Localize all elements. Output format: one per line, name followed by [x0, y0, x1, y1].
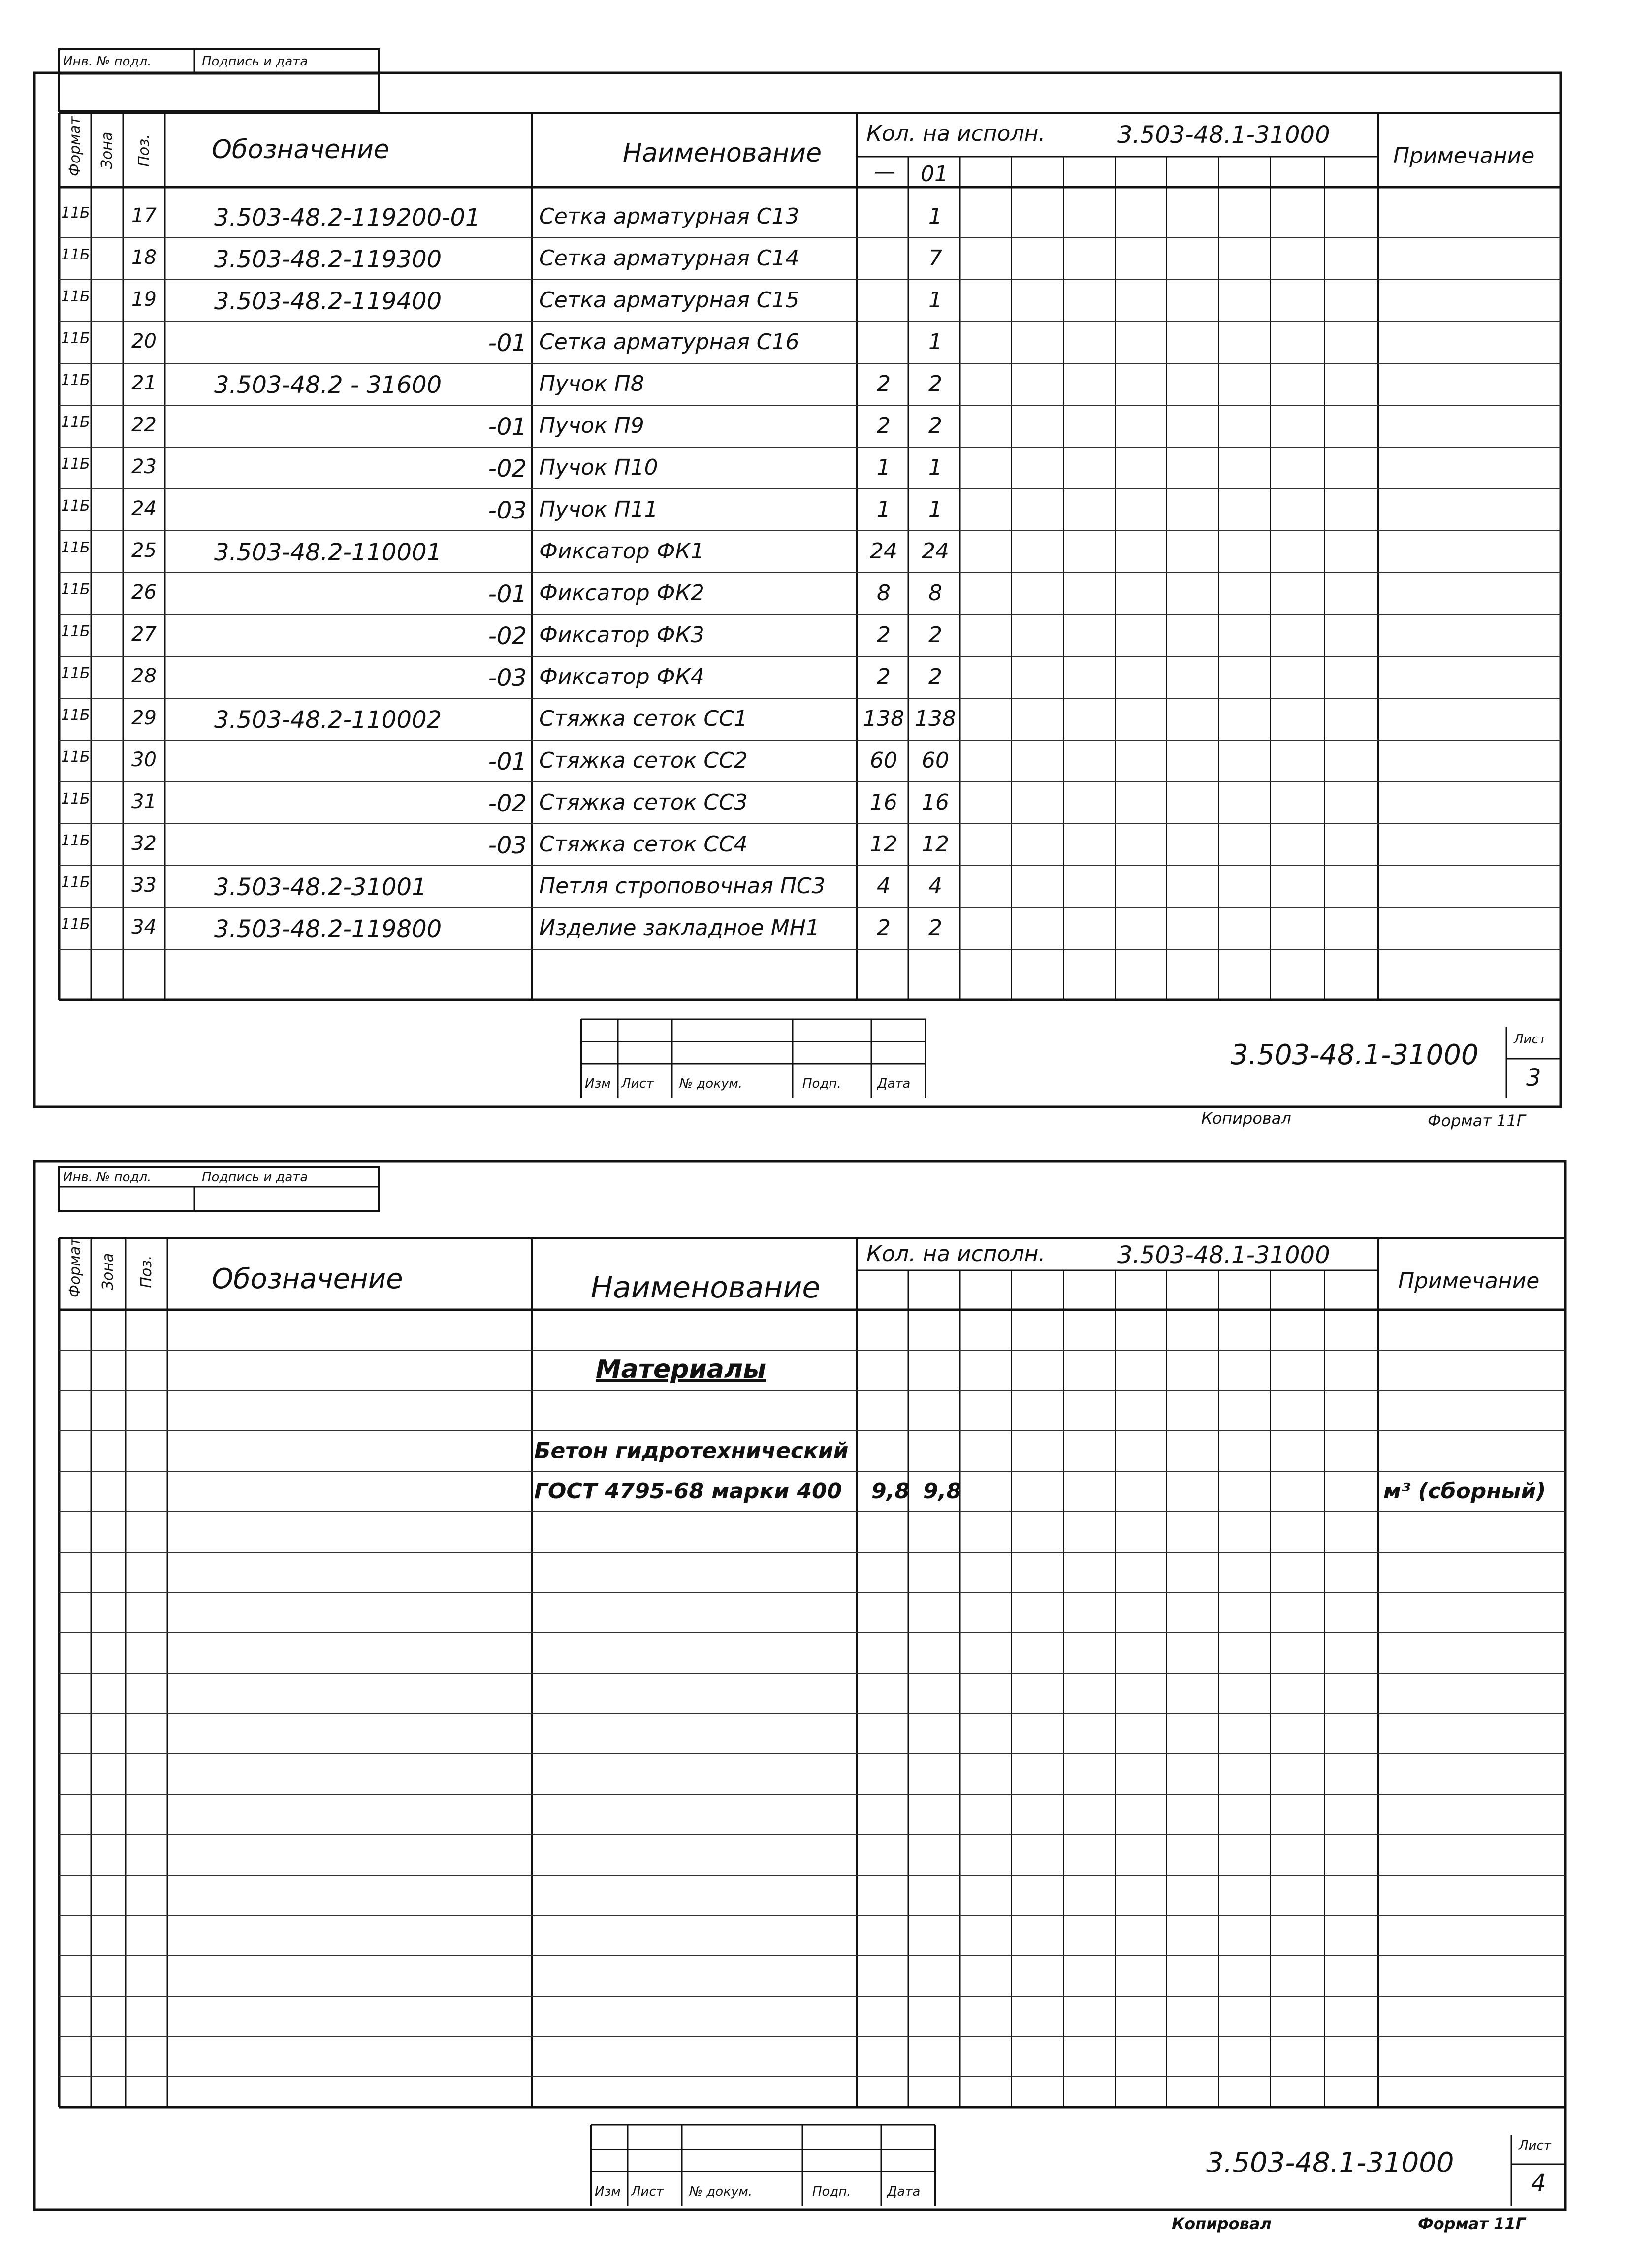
- row-format: 11Б: [61, 623, 90, 640]
- row-qty-col2: 60: [922, 748, 949, 773]
- header-designation: Обозначение: [212, 135, 389, 164]
- row-qty-col2: 2: [928, 371, 942, 396]
- row-qty-col1: 2: [877, 664, 891, 689]
- row-position: 28: [131, 665, 157, 687]
- stamp-inv-label: Инв. № подл.: [63, 1170, 152, 1185]
- material-qty-col2: 9,8: [923, 1479, 961, 1504]
- row-qty-col1: 2: [877, 915, 891, 940]
- header-qty-col-dash: —: [874, 159, 895, 184]
- row-position: 19: [131, 288, 157, 311]
- row-format: 11Б: [61, 707, 90, 724]
- row-designation: -01: [488, 329, 527, 357]
- row-format: 11Б: [61, 288, 90, 305]
- row-name: Сетка арматурная С15: [539, 288, 799, 313]
- header-qty-title: Кол. на исполн.: [866, 121, 1046, 146]
- row-name: Стяжка сеток СС2: [539, 748, 748, 773]
- tb-sheet-label: Лист: [1519, 2138, 1551, 2153]
- material-name-line1: Бетон гидротехнический: [534, 1438, 849, 1463]
- row-format: 11Б: [61, 581, 90, 598]
- row-name: Стяжка сеток СС4: [539, 832, 748, 857]
- row-format: 11Б: [61, 665, 90, 682]
- row-qty-col1: 1: [877, 497, 891, 522]
- row-position: 23: [131, 455, 157, 478]
- row-designation: -02: [488, 622, 527, 650]
- stamp-sign-label: Подпись и дата: [202, 1170, 308, 1185]
- row-designation: 3.503-48.2-110001: [214, 539, 442, 566]
- row-qty-col2: 2: [928, 915, 942, 940]
- row-qty-col2: 12: [922, 832, 949, 857]
- tb-data-label: Дата: [887, 2184, 921, 2199]
- row-format: 11Б: [61, 372, 90, 389]
- header-designation: Обозначение: [212, 1263, 403, 1295]
- row-position: 18: [131, 246, 157, 269]
- row-qty-col1: 2: [877, 371, 891, 396]
- footer-format: Формат 11Г: [1428, 1111, 1526, 1130]
- header-note: Примечание: [1398, 1268, 1540, 1294]
- row-position: 20: [131, 330, 157, 353]
- row-designation: -02: [488, 790, 527, 817]
- row-designation: -03: [488, 832, 527, 859]
- row-format: 11Б: [61, 246, 90, 263]
- row-qty-col2: 24: [922, 539, 949, 564]
- row-name: Изделие закладное МН1: [539, 915, 820, 940]
- footer-format: Формат 11Г: [1418, 2214, 1526, 2233]
- row-format: 11Б: [61, 539, 90, 556]
- row-qty-col2: 1: [928, 497, 942, 522]
- row-qty-col2: 1: [928, 329, 942, 355]
- row-qty-col2: 8: [928, 581, 942, 606]
- row-position: 22: [131, 414, 157, 436]
- row-designation: -02: [488, 455, 527, 483]
- tb-doc-label: № докум.: [689, 2184, 753, 2199]
- row-qty-col2: 1: [928, 455, 942, 480]
- row-name: Пучок П10: [539, 455, 658, 480]
- section-materials-title: Материалы: [596, 1355, 766, 1384]
- row-designation: 3.503-48.2-119800: [214, 915, 442, 943]
- row-qty-col2: 4: [928, 874, 942, 899]
- spec-sheet-4: [0, 1147, 1628, 2268]
- sheet-4-grid-lines: [0, 1147, 1628, 2268]
- row-position: 25: [131, 539, 157, 562]
- tb-izm-label: Изм: [585, 1076, 611, 1091]
- row-name: Фиксатор ФК1: [539, 539, 704, 564]
- row-qty-col1: 16: [870, 790, 897, 815]
- header-name: Наименование: [591, 1270, 821, 1305]
- row-designation: 3.503-48.2-31001: [214, 874, 427, 901]
- row-qty-col1: 138: [863, 706, 904, 731]
- row-format: 11Б: [61, 748, 90, 766]
- material-note: м³ (сборный): [1383, 1479, 1546, 1504]
- row-position: 26: [131, 581, 157, 604]
- row-name: Фиксатор ФК3: [539, 622, 704, 648]
- footer-copied: Копировал: [1201, 1109, 1291, 1128]
- header-format: Формат: [66, 1237, 84, 1297]
- row-qty-col1: 60: [870, 748, 897, 773]
- row-position: 21: [131, 372, 157, 394]
- row-format: 11Б: [61, 414, 90, 431]
- row-format: 11Б: [61, 455, 90, 473]
- row-qty-col2: 1: [928, 204, 942, 229]
- footer-copied: Копировал: [1172, 2214, 1272, 2233]
- row-position: 29: [131, 707, 157, 729]
- row-format: 11Б: [61, 916, 90, 933]
- row-position: 24: [131, 497, 157, 520]
- row-qty-col1: 2: [877, 622, 891, 648]
- row-qty-col2: 2: [928, 664, 942, 689]
- tb-podp-label: Подп.: [812, 2184, 851, 2199]
- row-qty-col2: 138: [915, 706, 956, 731]
- row-name: Петля строповочная ПС3: [539, 874, 826, 899]
- row-name: Пучок П9: [539, 413, 644, 438]
- row-qty-col2: 7: [928, 246, 942, 271]
- row-name: Фиксатор ФК4: [539, 664, 704, 689]
- row-position: 31: [131, 790, 157, 813]
- row-position: 33: [131, 874, 157, 897]
- row-designation: -01: [488, 581, 527, 608]
- row-qty-col1: 8: [877, 581, 891, 606]
- header-zone: Зона: [98, 131, 116, 169]
- row-designation: 3.503-48.2-119200-01: [214, 204, 480, 231]
- tb-doc-label: № докум.: [679, 1076, 743, 1091]
- row-position: 32: [131, 832, 157, 855]
- tb-sheet-number: 4: [1531, 2170, 1546, 2197]
- material-name-line2: ГОСТ 4795-68 марки 400: [534, 1479, 842, 1504]
- row-format: 11Б: [61, 874, 90, 891]
- stamp-sign-label: Подпись и дата: [202, 54, 308, 69]
- row-name: Пучок П8: [539, 371, 644, 396]
- header-name: Наименование: [623, 138, 822, 168]
- header-zone: Зона: [99, 1253, 117, 1291]
- row-format: 11Б: [61, 497, 90, 515]
- row-position: 34: [131, 916, 157, 939]
- tb-izm-label: Изм: [595, 2184, 621, 2199]
- header-qty-doc: 3.503-48.1-31000: [1117, 1241, 1330, 1269]
- header-pos: Поз.: [138, 1255, 155, 1288]
- stamp-inv-label: Инв. № подл.: [63, 54, 152, 69]
- row-designation: 3.503-48.2-110002: [214, 706, 442, 734]
- row-name: Стяжка сеток СС1: [539, 706, 748, 731]
- row-position: 17: [131, 204, 157, 227]
- tb-list-label: Лист: [631, 2184, 664, 2199]
- tb-podp-label: Подп.: [802, 1076, 841, 1091]
- row-designation: -01: [488, 748, 527, 776]
- row-designation: 3.503-48.2 - 31600: [214, 371, 442, 399]
- tb-list-label: Лист: [621, 1076, 654, 1091]
- row-format: 11Б: [61, 330, 90, 347]
- row-qty-col2: 1: [928, 288, 942, 313]
- row-position: 27: [131, 623, 157, 646]
- header-format: Формат: [66, 116, 84, 176]
- tb-doc-number: 3.503-48.1-31000: [1231, 1039, 1479, 1071]
- header-note: Примечание: [1393, 143, 1535, 168]
- row-designation: 3.503-48.2-119400: [214, 288, 442, 315]
- row-qty-col2: 2: [928, 413, 942, 438]
- row-designation: 3.503-48.2-119300: [214, 246, 442, 273]
- row-qty-col1: 1: [877, 455, 891, 480]
- row-qty-col1: 12: [870, 832, 897, 857]
- tb-sheet-label: Лист: [1514, 1032, 1546, 1047]
- row-format: 11Б: [61, 790, 90, 808]
- tb-doc-number: 3.503-48.1-31000: [1206, 2147, 1454, 2179]
- row-name: Сетка арматурная С14: [539, 246, 799, 271]
- tb-data-label: Дата: [877, 1076, 911, 1091]
- header-qty-col-01: 01: [921, 162, 948, 187]
- row-designation: -03: [488, 497, 527, 524]
- row-format: 11Б: [61, 204, 90, 222]
- row-name: Сетка арматурная С13: [539, 204, 799, 229]
- row-qty-col1: 24: [870, 539, 897, 564]
- row-designation: -01: [488, 413, 527, 441]
- header-qty-title: Кол. на исполн.: [866, 1241, 1046, 1266]
- row-position: 30: [131, 748, 157, 771]
- row-qty-col1: 4: [877, 874, 891, 899]
- row-qty-col1: 2: [877, 413, 891, 438]
- header-pos: Поз.: [135, 134, 153, 167]
- row-name: Стяжка сеток СС3: [539, 790, 748, 815]
- tb-sheet-number: 3: [1526, 1064, 1541, 1092]
- row-name: Пучок П11: [539, 497, 658, 522]
- row-qty-col2: 2: [928, 622, 942, 648]
- row-format: 11Б: [61, 832, 90, 849]
- row-designation: -03: [488, 664, 527, 692]
- row-qty-col2: 16: [922, 790, 949, 815]
- header-qty-doc: 3.503-48.1-31000: [1117, 121, 1330, 149]
- row-name: Сетка арматурная С16: [539, 329, 799, 355]
- row-name: Фиксатор ФК2: [539, 581, 704, 606]
- material-qty-col1: 9,8: [871, 1479, 910, 1504]
